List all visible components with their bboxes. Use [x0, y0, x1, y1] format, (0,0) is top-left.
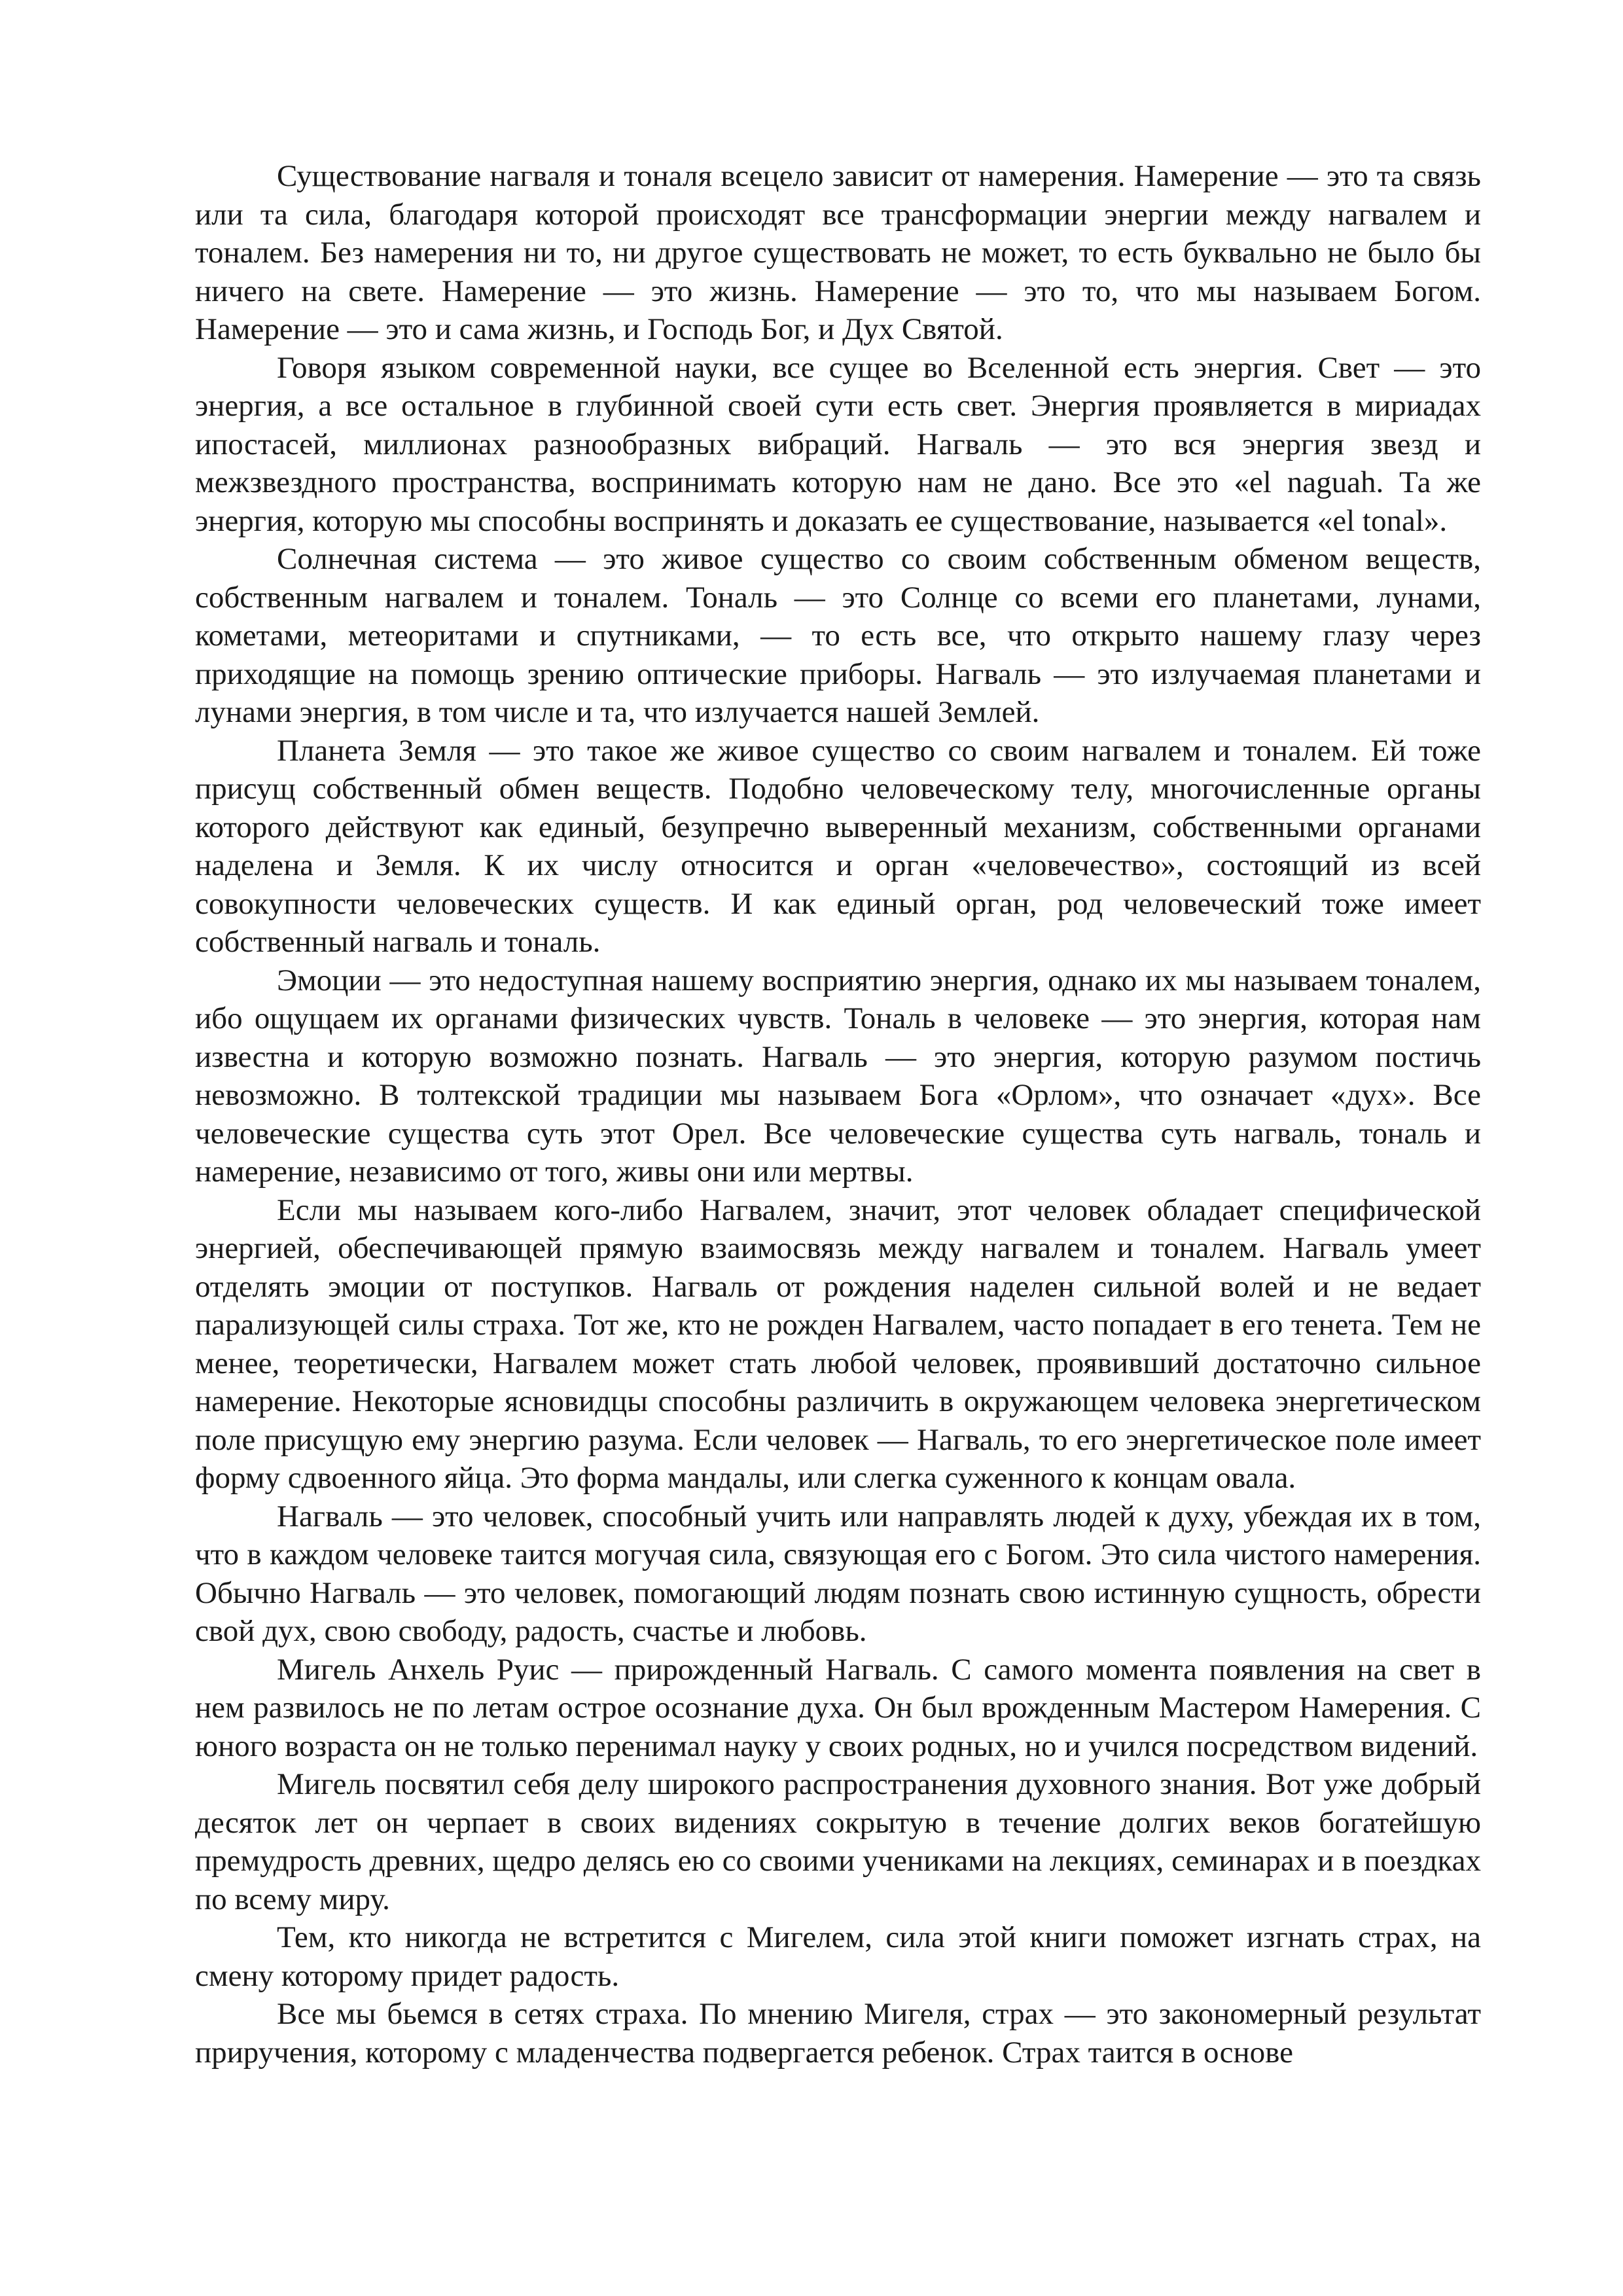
paragraph-book-power: Тем, кто никогда не встретится с Мигелем, сила этой книги поможет изгнать страх, на смену которому придет радость. [195, 1920, 1481, 1993]
paragraph-emotions: Эмоции — это недоступная нашему восприятию энергия, однако их мы называем тоналем, ибо ощущаем их органами физических чувств. Тональ в человеке — это энергия, которая нам известна и которую возможно познать. Нагваль — это энергия, которую разумом постичь невозможно. В толтекской традиции мы называем Бога «Орлом», что означает «дух». Все человеческие существа суть этот Орел. Все человеческие существа суть нагваль, тональ и намерение, независимо от того, живы они или мертвы. [195, 963, 1481, 1189]
paragraph-energy: Говоря языком современной науки, все сущее во Вселенной есть энергия. Свет — это энергия, а все остальное в глубинной своей сути есть свет. Энергия проявляется в мириадах ипостасей, миллионах разнообразных вибраций. Нагваль — это вся энергия звезд и межзвездного пространства, воспринимать которую нам не дано. Все это «el naguah. Та же энергия, которую мы способны воспринять и доказать ее существование, называется «el tonal». [195, 350, 1481, 538]
paragraph-solar-system: Солнечная система — это живое существо со своим собственным обменом веществ, собственным нагвалем и тоналем. Тональ — это Солнце со всеми его планетами, лунами, кометами, метеоритами и спутниками, — то есть все, что открыто нашему глазу через приходящие на помощь зрению оптические приборы. Нагваль — это излучаемая планетами и лунами энергия, в том числе и та, что излучается нашей Землей. [195, 542, 1481, 729]
document-body [195, 157, 1481, 2072]
paragraph-planet-earth: Планета Земля — это такое же живое существо со своим нагвалем и тоналем. Ей тоже присущ собственный обмен веществ. Подобно человеческому телу, многочисленные органы которого действуют как единый, безупречно выверенный механизм, собственными органами наделена и Земля. К их числу относится и орган «человечество», состоящий из всей совокупности человеческих существ. И как единый орган, род человеческий тоже имеет собственный нагваль и тональ. [195, 733, 1481, 959]
paragraph-miguel-mission: Мигель посвятил себя делу широкого распространения духовного знания. Вот уже добрый десяток лет он черпает в своих видениях сокрытую в течение долгих веков богатейшую премудрость древних, щедро делясь ею со своими учениками на лекциях, семинарах и в поездках по всему миру. [195, 1767, 1481, 1916]
paragraph-nagual-person: Если мы называем кого-либо Нагвалем, значит, этот человек обладает специфической энергией, обеспечивающей прямую взаимосвязь между нагвалем и тоналем. Нагваль умеет отделять эмоции от поступков. Нагваль от рождения наделен сильной волей и не ведает парализующей силы страха. Тот же, кто не рожден Нагвалем, часто попадает в его тенета. Тем не менее, теоретически, Нагвалем может стать любой человек, проявивший достаточно сильное намерение. Некоторые ясновидцы способны различить в окружающем человека энергетическом поле присущую ему энергию разума. Если человек — Нагваль, то его энергетическое поле имеет форму сдвоенного яйца. Это форма мандалы, или слегка суженного к концам овала. [195, 1193, 1481, 1495]
paragraph-fear: Все мы бьемся в сетях страха. По мнению Мигеля, страх — это закономерный результат приручения, которому с младенчества подвергается ребенок. Страх таится в основе [195, 1997, 1481, 2070]
paragraph-intent: Существование нагваля и тоналя всецело зависит от намерения. Намерение — это та связь или та сила, благодаря которой происходят все трансформации энергии между нагвалем и тоналем. Без намерения ни то, ни другое существовать не может, то есть буквально не было бы ничего на свете. Намерение — это жизнь. Намерение — это то, что мы называем Богом. Намерение — это и сама жизнь, и Господь Бог, и Дух Святой. [195, 159, 1481, 346]
paragraph-nagual-teacher: Нагваль — это человек, способный учить или направлять людей к духу, убеждая их в том, что в каждом человеке таится могучая сила, связующая его с Богом. Это сила чистого намерения. Обычно Нагваль — это человек, помогающий людям познать свою истинную сущность, обрести свой дух, свою свободу, радость, счастье и любовь. [195, 1499, 1481, 1648]
paragraph-miguel-born: Мигель Анхель Руис — прирожденный Нагваль. С самого момента появления на свет в нем развилось не по летам острое осознание духа. Он был врожденным Мастером Намерения. С юного возраста он не только перенимал науку у своих родных, но и учился посредством видений. [195, 1652, 1481, 1763]
